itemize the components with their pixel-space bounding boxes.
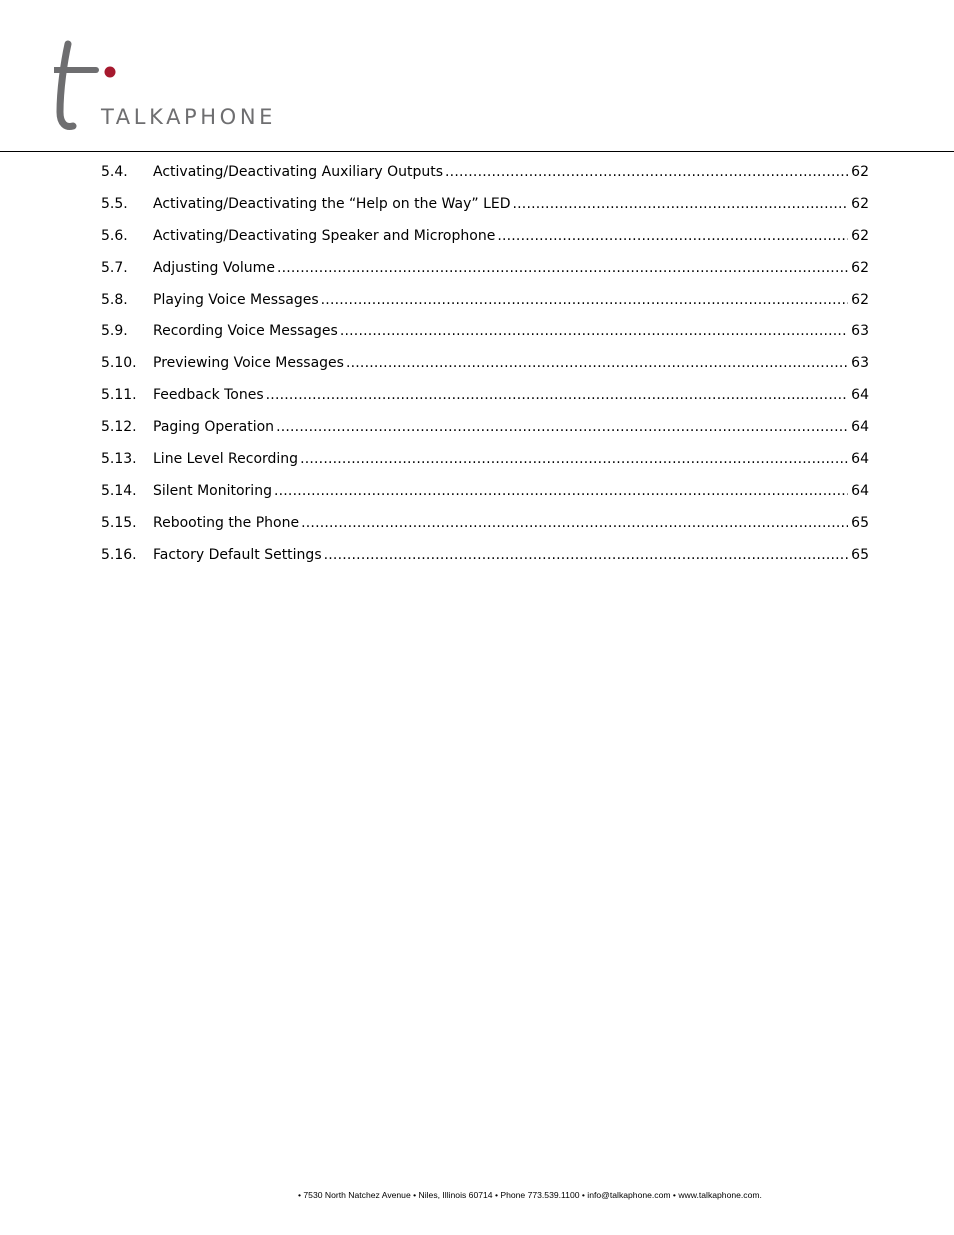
toc-entry[interactable] [101, 479, 869, 511]
toc-entry-number: 5.7. [101, 259, 128, 276]
toc-entry-number: 5.9. [101, 323, 128, 340]
page-header [0, 0, 954, 152]
toc-entry-title[interactable]: Playing Voice Messages [153, 291, 319, 308]
toc-entry[interactable] [101, 351, 869, 383]
toc-entry[interactable] [101, 160, 869, 192]
toc-entry[interactable] [101, 192, 869, 224]
table-of-contents [101, 160, 869, 575]
toc-entry-title[interactable]: Activating/Deactivating Auxiliary Outputs [153, 164, 444, 180]
toc-entry-page[interactable]: 65 [851, 546, 869, 563]
header-divider [0, 151, 954, 152]
toc-entry-number: 5.10. [101, 355, 137, 372]
toc-entry-title[interactable]: Activating/Deactivating Speaker and Microphone [153, 227, 496, 244]
toc-entry-page[interactable]: 63 [851, 323, 869, 340]
toc-dot-leader [266, 383, 849, 407]
footer-contact: • 7530 North Natchez Avenue • Niles, Illinois 60714 • Phone 773.539.1100 • info@talkaphone.com • www.talkaphone.com. [298, 1190, 762, 1200]
toc-dot-leader [276, 415, 848, 439]
toc-entry-title[interactable]: Line Level Recording [153, 451, 299, 468]
toc-entry-page[interactable]: 62 [851, 259, 869, 276]
toc-entry[interactable] [101, 415, 869, 447]
toc-entry[interactable] [101, 447, 869, 479]
toc-dot-leader [324, 543, 849, 567]
toc-entry-page[interactable]: 62 [851, 195, 869, 212]
toc-entry-page[interactable]: 64 [851, 482, 869, 499]
toc-entry-title[interactable]: Previewing Voice Messages [153, 355, 344, 372]
toc-entry-number: 5.6. [101, 227, 128, 244]
toc-dot-leader [277, 256, 848, 280]
toc-dot-leader [300, 447, 848, 471]
toc-dot-leader [274, 479, 848, 503]
toc-entry-number: 5.15. [101, 514, 137, 531]
toc-entry-number: 5.13. [101, 451, 137, 468]
toc-entry-number: 5.12. [101, 419, 137, 436]
toc-dot-leader [346, 351, 848, 375]
toc-entry-number: 5.8. [101, 291, 128, 308]
toc-dot-leader [513, 192, 849, 216]
toc-entry-title[interactable]: Silent Monitoring [153, 482, 272, 499]
toc-entry[interactable] [101, 543, 869, 575]
toc-entry-title[interactable]: Paging Operation [153, 419, 275, 436]
toc-entry-title[interactable]: Rebooting the Phone [153, 514, 300, 531]
toc-entry[interactable] [101, 224, 869, 256]
toc-entry[interactable] [101, 288, 869, 320]
toc-entry-title[interactable]: Adjusting Volume [153, 259, 275, 276]
toc-entry-title[interactable]: Factory Default Settings [153, 546, 322, 563]
toc-entry[interactable] [101, 383, 869, 415]
toc-entry-page[interactable]: 62 [851, 164, 869, 180]
toc-entry-page[interactable]: 64 [851, 419, 869, 436]
toc-entry[interactable] [101, 256, 869, 288]
logo-wordmark: TALKAPHONE [101, 105, 276, 129]
toc-dot-leader [321, 288, 849, 312]
toc-dot-leader [301, 511, 848, 535]
toc-dot-leader [497, 224, 848, 248]
toc-entry[interactable] [101, 319, 869, 351]
toc-entry-page[interactable]: 64 [851, 451, 869, 468]
toc-entry-page[interactable]: 62 [851, 291, 869, 308]
toc-dot-leader [340, 319, 848, 343]
toc-entry-title[interactable]: Activating/Deactivating the “Help on the Way” LED [153, 195, 511, 212]
toc-entry-title[interactable]: Recording Voice Messages [153, 323, 338, 340]
toc-entry-title[interactable]: Feedback Tones [153, 387, 264, 404]
toc-entry[interactable] [101, 511, 869, 543]
toc-entry-page[interactable]: 65 [851, 514, 869, 531]
toc-entry-number: 5.16. [101, 546, 137, 563]
toc-dot-leader [445, 160, 848, 184]
toc-entry-number: 5.14. [101, 482, 137, 499]
toc-entry-number: 5.11. [101, 387, 137, 404]
toc-entry-page[interactable]: 64 [851, 387, 869, 404]
toc-entry-page[interactable]: 62 [851, 227, 869, 244]
toc-entry-number: 5.4. [101, 164, 128, 180]
toc-entry-page[interactable]: 63 [851, 355, 869, 372]
toc-entry-number: 5.5. [101, 195, 128, 212]
